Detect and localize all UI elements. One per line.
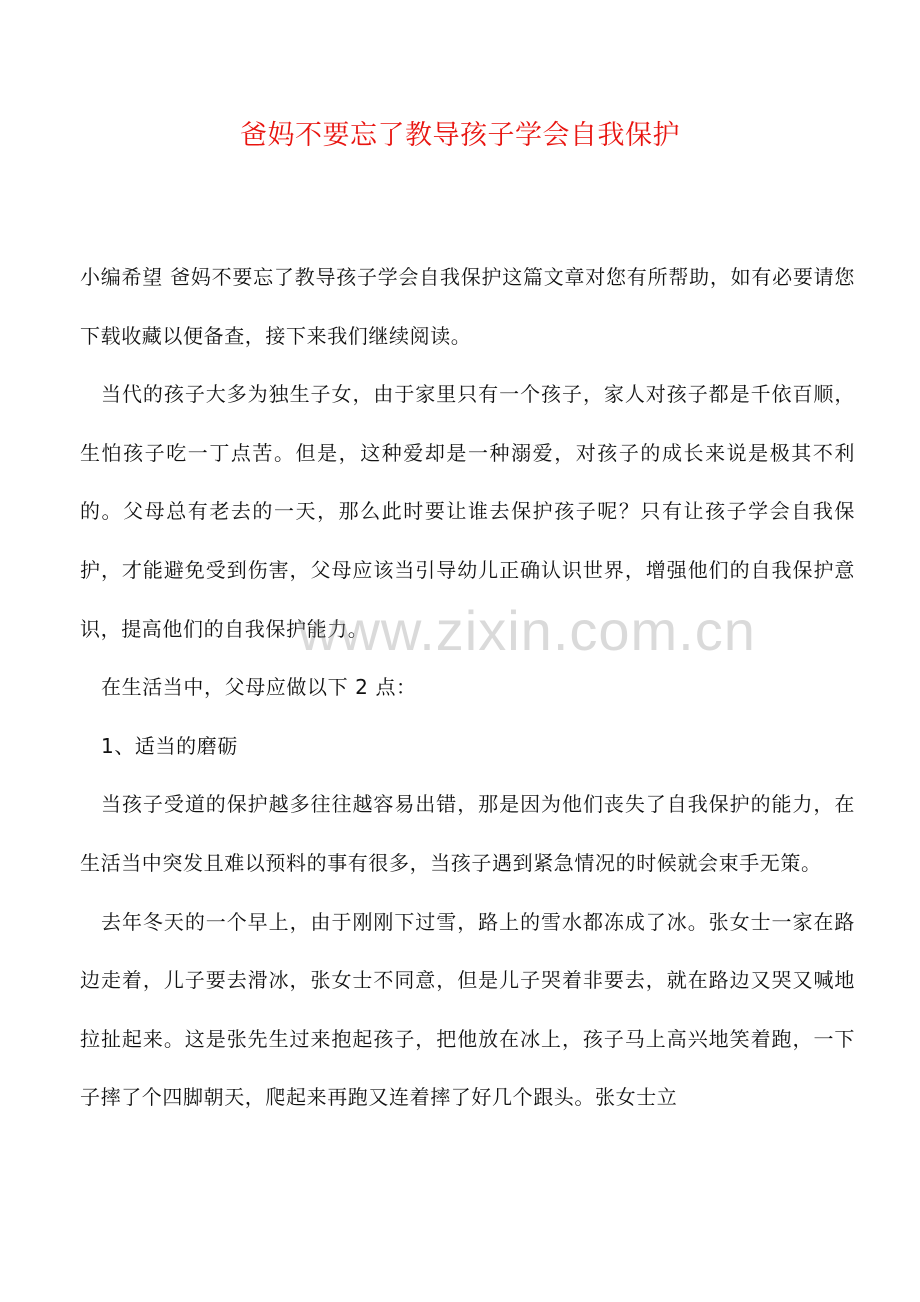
document-body — [80, 248, 855, 1127]
paragraph-winter-story: 去年冬天的一个早上，由于刚刚下过雪，路上的雪水都冻成了冰。张女士一家在路边走着，儿子要去滑冰，张女士不同意，但是儿子哭着非要去，就在路边又哭又喊地拉扯起来。这是张先生过来抱起孩子，把他放在冰上，孩子马上高兴地笑着跑，一下子摔了个四脚朝天，爬起来再跑又连着摔了好几个跟头。张女士立 — [80, 909, 855, 1110]
document-title: 爸妈不要忘了教导孩子学会自我保护 — [240, 120, 680, 151]
paragraph-two-points: 在生活当中，父母应做以下 2 点： — [101, 675, 417, 700]
paragraph-over-protection: 当孩子受道的保护越多往往越容易出错，那是因为他们丧失了自我保护的能力，在生活当中突发且难以预料的事有很多，当孩子遇到紧急情况的时候就会束手无策。 — [80, 792, 855, 875]
paragraph-intro: 小编希望 爸妈不要忘了教导孩子学会自我保护这篇文章对您有所帮助，如有必要请您下载收藏以便备查，接下来我们继续阅读。 — [80, 265, 855, 348]
watermark: www.zixin.com.cn — [298, 599, 756, 662]
section-heading-1: 1、适当的磨砺 — [101, 733, 238, 758]
paragraph-only-child: 当代的孩子大多为独生子女，由于家里只有一个孩子，家人对孩子都是千依百顺，生怕孩子吃一丁点苦。但是，这种爱却是一种溺爱，对孩子的成长来说是极其不利的。父母总有老去的一天，那么此时要让谁去保护孩子呢？只有让孩子学会自我保护，才能避免受到伤害，父母应该当引导幼儿正确认识世界，增强他们的自我保护意识，提高他们的自我保护能力。 — [80, 382, 855, 641]
